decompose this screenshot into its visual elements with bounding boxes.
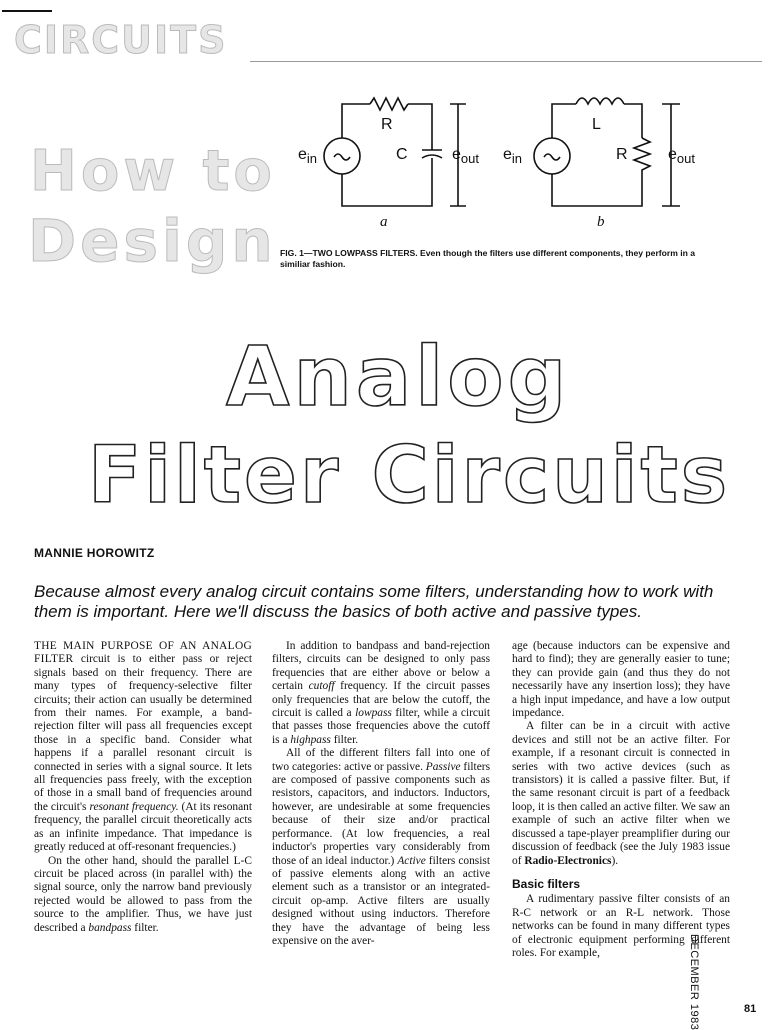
- kicker-line2: Design: [28, 207, 277, 275]
- column-1: [34, 640, 252, 935]
- deck: Because almost every analog circuit contains some filters, understanding how to work with them is important. Here we'll discuss the basics of both active and passive types.: [34, 582, 714, 621]
- column-3: [512, 640, 730, 960]
- paragraph: On the other hand, should the parallel L-C circuit be placed across (in parallel with) the signal source, only the narrow band previously rejected would be allowed to pass from the source to the amplifier. Thus, we have just described a bandpass filter.: [34, 854, 252, 934]
- byline: MANNIE HOROWITZ: [34, 546, 155, 560]
- header-rule-left: [2, 10, 52, 12]
- kicker-line1: How to: [30, 139, 276, 204]
- section-heading: Basic filters: [512, 876, 581, 891]
- paragraph: In addition to bandpass and band-rejection filters, circuits can be designed to only pass frequencies that are either above or below a certain cutoff frequency. If the circuit passes only frequencies that are below the cutoff, the circuit is called a lowpass filter, while a circuit that passes those frequencies above the cutoff is a highpass filter.: [272, 640, 490, 746]
- issue-date: DECEMBER 1983: [688, 934, 700, 1030]
- figure-label-a: a: [380, 214, 388, 230]
- circuit-b-ein-label: $e_{in}$: [503, 146, 523, 167]
- paragraph: All of the different filters fall into one of two categories: active or passive. Passive filters are composed of passive components such as resistors, capacitors, and inductors. Inductors, however, are undesirable at some frequencies because of their size and/or practical performance. (At low frequencies, a real inductor's properties vary considerably from those of an ideal inductor.) Active filters consist of passive elements along with an active element such as a transistor or an integrated-circuit op-amp. Active filters are usually designed without using inductors. Therefore they have the advantage of being less expensive on the aver-: [272, 747, 491, 947]
- circuit-a-c-label: C: [396, 146, 408, 163]
- page-number: 81: [744, 1003, 757, 1015]
- figure-schematics: [290, 90, 710, 235]
- paragraph: A rudimentary passive filter consists of an R-C network or an R-L network. Those networks can be found in many different types of electronic equipment performing different roles. For example,: [512, 893, 730, 959]
- circuit-a-r-label: R: [381, 116, 393, 133]
- paragraph: THE MAIN PURPOSE OF AN ANALOG FILTER circuit is to either pass or reject signals based on their frequency. There are many types of frequency-selective filter circuits; their action can usually be determined from their names. For example, a band-rejection filter will pass all frequencies except those in a specific band. Consider what happens if a parallel resonant circuit is connected in series with a signal source. It lets all frequencies pass freely, with the exception of those in a small band of frequencies around the circuit's resonant frequency. (At its resonant frequency, the parallel circuit theoretically acts as an infinite impedance. That impedance is greatly reduced at off-resonant frequencies.): [34, 640, 252, 854]
- section-header: CIRCUITS: [14, 18, 228, 62]
- paragraph: A filter can be in a circuit with active devices and still not be an active filter. For example, if a resonant circuit is connected in series with two active devices (such as transistors) it is called a passive filter. But, if the same resonant circuit is part of a feedback loop, it is then called an active filter. We saw an example of such an active filter when we discussed a tape-player preamplifier during our discussion of feedback (see the July 1983 issue of Radio-Electronics).: [512, 720, 730, 867]
- figure-caption: FIG. 1—TWO LOWPASS FILTERS. Even though the filters use different components, they perform in a similiar fashion.: [280, 248, 696, 269]
- circuit-b-l-label: L: [592, 116, 601, 133]
- title-line2: Filter Circuits: [88, 431, 731, 521]
- title-line1: Analog: [226, 330, 571, 425]
- column-2: [272, 640, 490, 948]
- circuit-b-r-label: R: [616, 146, 628, 163]
- circuit-a-eout-label: $e_{out}$: [452, 146, 479, 167]
- lead-in: THE MAIN PURPOSE OF AN ANALOG FILTER: [34, 640, 252, 666]
- header-rule: [250, 61, 762, 62]
- figure-label-b: b: [597, 214, 605, 230]
- circuit-b-eout-label: $e_{out}$: [668, 146, 695, 167]
- paragraph: age (because inductors can be expensive and hard to find); they are generally easier to tune; they can provide gain (and thus they do not necessarily have any insertion loss); they have a high input impedance, and have a low output impedance.: [512, 640, 730, 720]
- circuit-a-ein-label: $e_{in}$: [298, 146, 318, 167]
